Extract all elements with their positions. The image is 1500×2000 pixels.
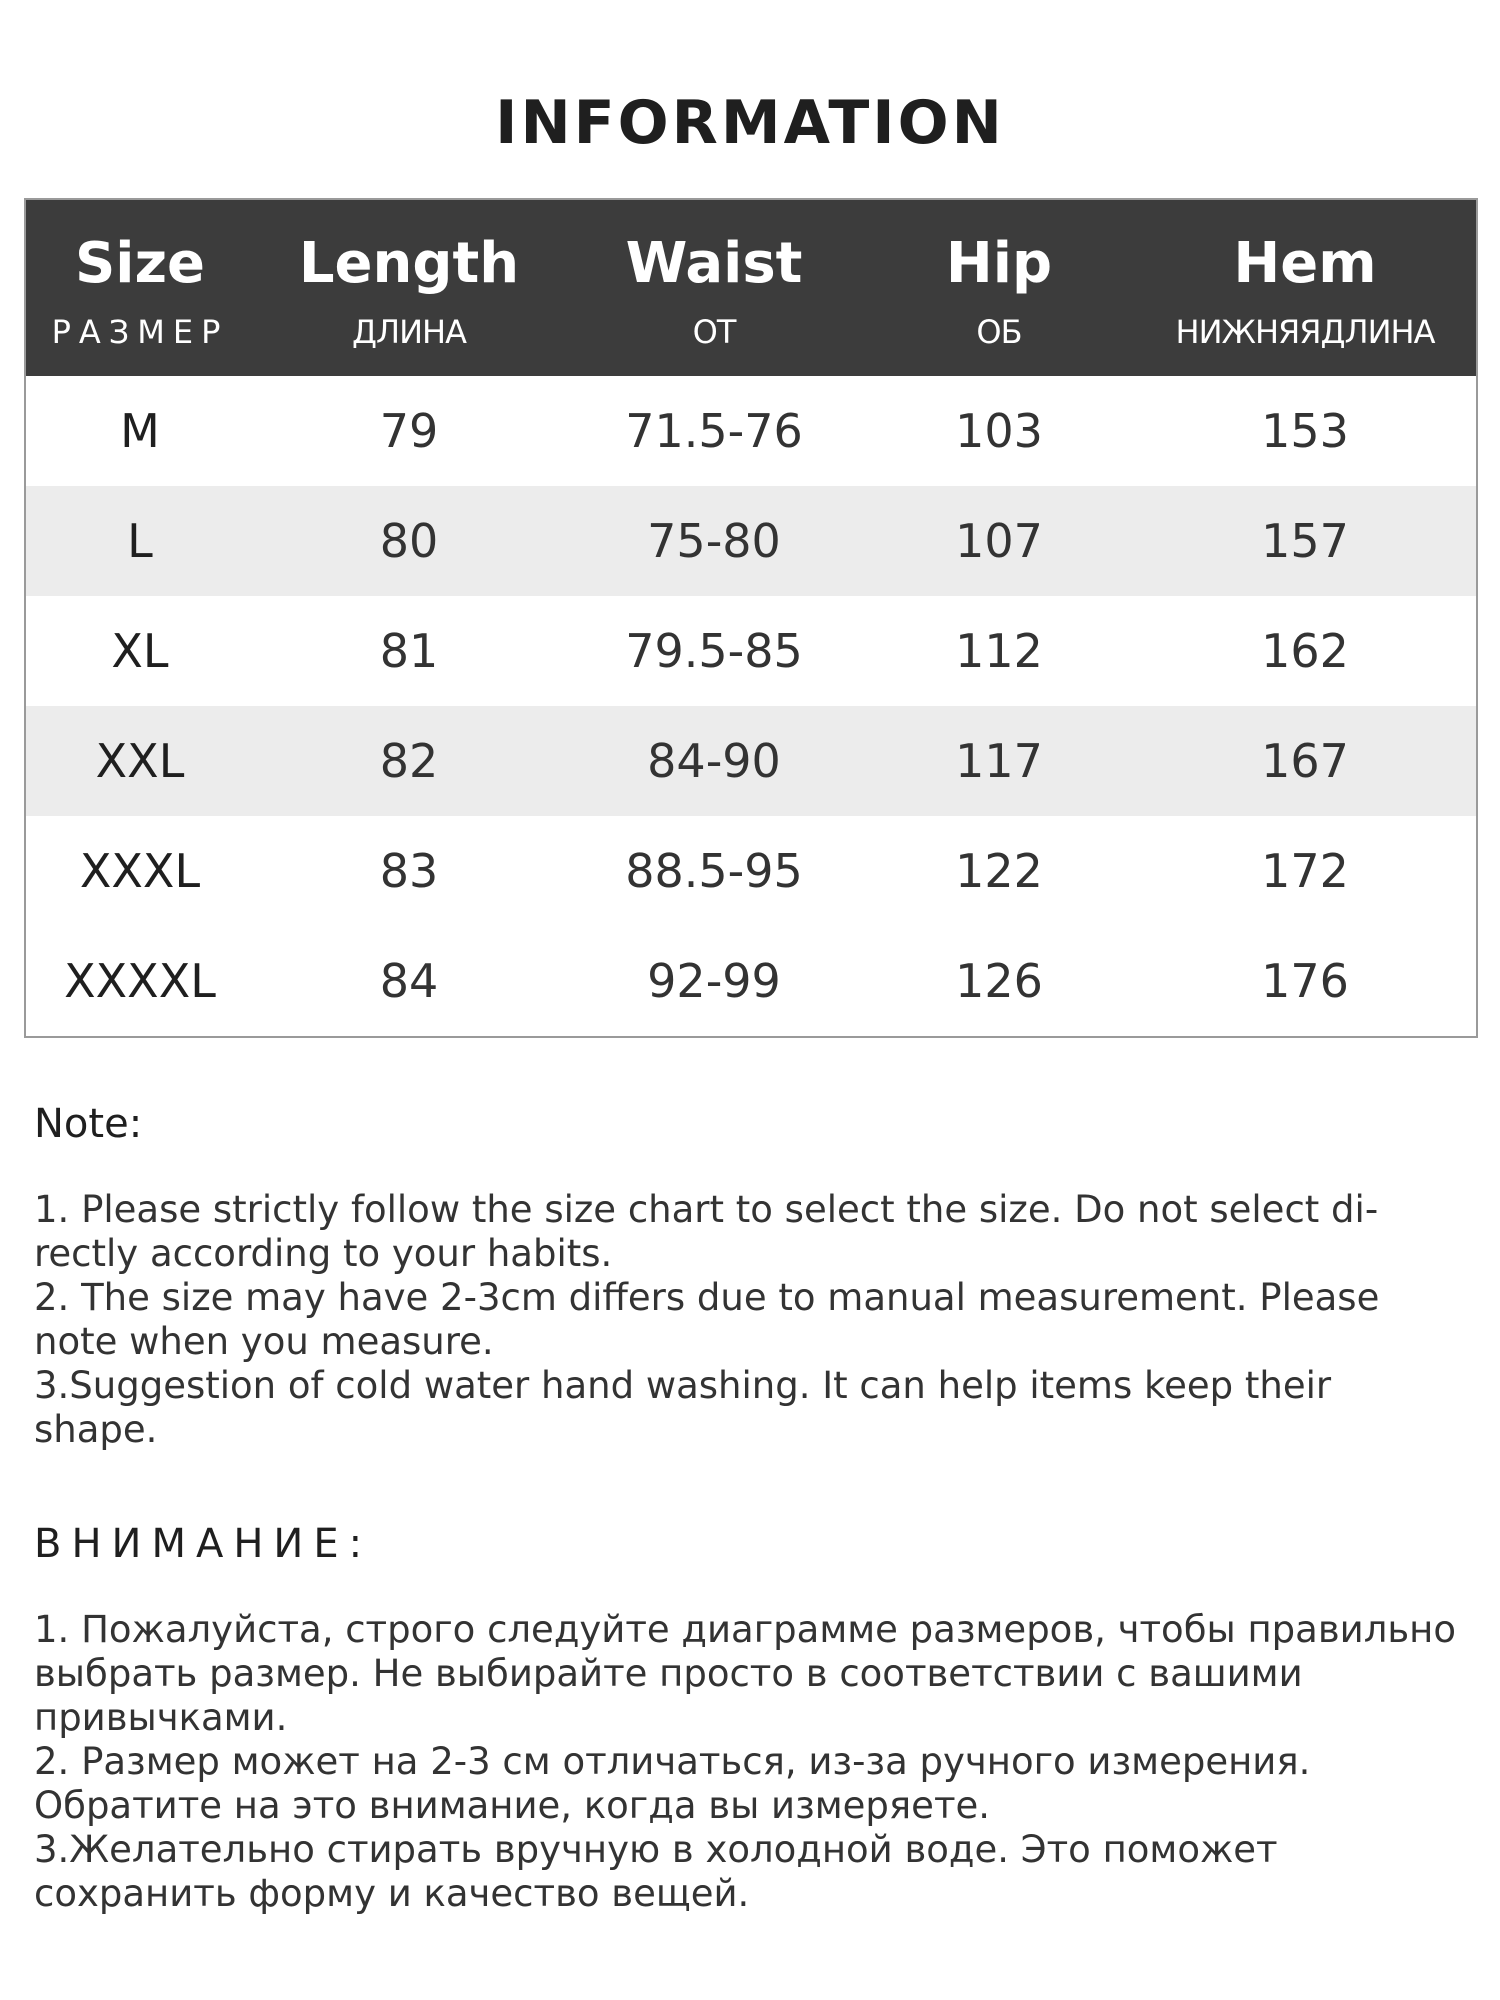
header-label-ru: ОТ [692, 313, 736, 351]
cell-hem: 176 [1261, 954, 1349, 1008]
cell-hem: 167 [1261, 734, 1349, 788]
cell-waist: 75-80 [647, 514, 781, 568]
header-size [26, 200, 254, 376]
header-waist [564, 200, 864, 376]
cell-length: 79 [379, 404, 439, 458]
cell-size: XXXL [79, 844, 201, 898]
cell-hip: 103 [955, 404, 1043, 458]
cell-size: XL [111, 624, 169, 678]
table-row [26, 816, 1476, 926]
note-en-item: 2. The size may have 2-3cm differs due to manual measurement. Please note when you measure. [34, 1276, 1380, 1363]
header-length [254, 200, 564, 376]
note-en-heading: Note: [34, 1101, 143, 1147]
note-en-item: 1. Please strictly follow the size chart to select the size. Do not select di- rectly according to your habits. [34, 1188, 1379, 1275]
cell-hip: 107 [955, 514, 1043, 568]
note-ru-item: 1. Пожалуйста, строго следуйте диаграмме размеров, чтобы правильно выбрать размер. Не выбирайте просто в соответствии с вашими привычками. [34, 1608, 1456, 1739]
note-en-item: 3.Suggestion of cold water hand washing. It can help items keep their shape. [34, 1364, 1332, 1451]
table-row [26, 596, 1476, 706]
table-header [26, 200, 1476, 376]
header-label-en: Hip [945, 231, 1053, 296]
page-title: INFORMATION [495, 88, 1005, 158]
cell-hip: 122 [955, 844, 1043, 898]
note-ru-section [34, 1521, 1474, 1567]
cell-waist: 71.5-76 [625, 404, 803, 458]
header-hip [864, 200, 1134, 376]
cell-length: 82 [379, 734, 439, 788]
cell-hip: 112 [955, 624, 1043, 678]
cell-waist: 92-99 [647, 954, 781, 1008]
cell-size: M [120, 404, 160, 458]
cell-length: 84 [379, 954, 439, 1008]
header-label-en: Length [298, 231, 520, 296]
table-row [26, 926, 1476, 1036]
header-label-ru: ДЛИНА [352, 313, 466, 351]
header-label-ru: ОБ [976, 313, 1022, 351]
header-label-en: Hem [1233, 231, 1377, 296]
cell-length: 80 [379, 514, 439, 568]
cell-hem: 162 [1261, 624, 1349, 678]
note-ru-item: 2. Размер может на 2-3 см отличаться, из-за ручного измерения. Обратите на это внимание, когда вы измеряете. [34, 1740, 1311, 1827]
header-label-en: Waist [625, 231, 803, 296]
header-hem [1134, 200, 1476, 376]
size-chart-table [24, 198, 1478, 1038]
cell-size: XXXXL [64, 954, 216, 1008]
cell-waist: 88.5-95 [625, 844, 803, 898]
header-label-ru: РАЗМЕР [51, 313, 229, 351]
cell-hip: 126 [955, 954, 1043, 1008]
cell-waist: 79.5-85 [625, 624, 803, 678]
cell-hem: 172 [1261, 844, 1349, 898]
note-ru-body [34, 1608, 1474, 1916]
note-ru-item: 3.Желательно стирать вручную в холодной воде. Это поможет сохранить форму и качество вещей. [34, 1828, 1278, 1915]
note-ru-heading: ВНИМАНИЕ: [34, 1521, 373, 1567]
cell-length: 81 [379, 624, 439, 678]
cell-size: XXL [95, 734, 185, 788]
note-en-section [34, 1101, 1474, 1147]
cell-hem: 157 [1261, 514, 1349, 568]
note-en-body [34, 1188, 1474, 1452]
cell-hip: 117 [955, 734, 1043, 788]
cell-length: 83 [379, 844, 439, 898]
header-label-en: Size [74, 231, 206, 296]
header-label-ru: НИЖНЯЯДЛИНА [1175, 313, 1435, 351]
table-row [26, 376, 1476, 486]
table-row [26, 706, 1476, 816]
cell-hem: 153 [1261, 404, 1349, 458]
cell-waist: 84-90 [647, 734, 781, 788]
cell-size: L [127, 514, 153, 568]
table-row [26, 486, 1476, 596]
